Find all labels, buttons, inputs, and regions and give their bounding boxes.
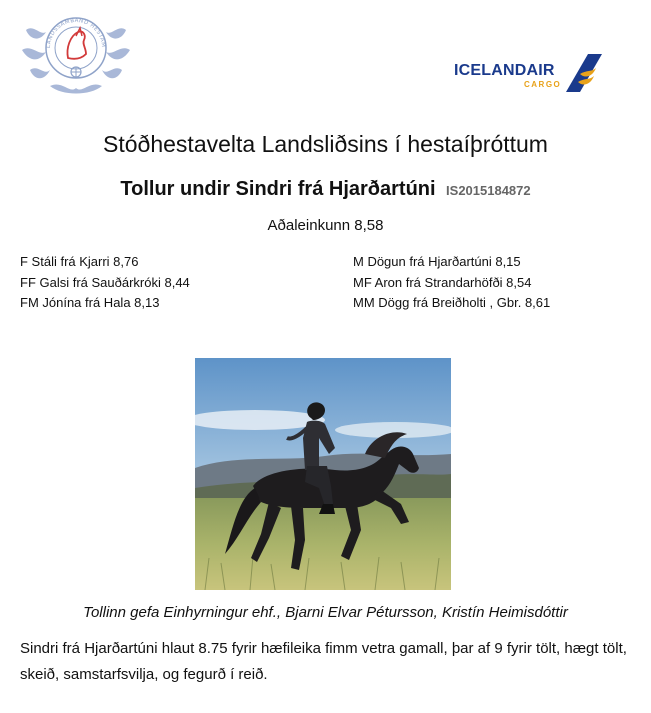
page-title: Stóðhestavelta Landsliðsins í hestaíþróttum [103, 131, 548, 157]
svg-text:LANDSSAMBAND HESTAMANNAFÉLAGA: LANDSSAMBAND HESTAM [45, 17, 107, 49]
pedigree-line: FM Jónína frá Hala 8,13 [20, 295, 160, 310]
pedigree-line: MM Dögg frá Breiðholti , Gbr. 8,61 [353, 295, 551, 310]
pedigree-line: M Dögun frá Hjarðartúni 8,15 [353, 254, 521, 269]
cargo-wordmark: CARGO [524, 80, 562, 89]
pedigree-line: FF Galsi frá Sauðárkróki 8,44 [20, 274, 190, 290]
pedigree-dam-side [353, 252, 550, 314]
horse-name: Tollur undir Sindri frá Hjarðartúni [120, 178, 436, 200]
icelandair-tail-icon [558, 52, 602, 92]
horse-photo [195, 358, 451, 590]
owners-caption: Tollinn gefa Einhyrningur ehf., Bjarni Elvar Pétursson, Kristín Heimisdóttir [83, 604, 568, 621]
lh-emblem-icon [20, 6, 132, 98]
icelandair-cargo-logo [454, 52, 602, 92]
lh-logo [20, 6, 132, 98]
main-score: Aðaleinkunn 8,58 [267, 217, 384, 234]
pedigree-sire-side [20, 252, 190, 314]
pedigree-line: F Stáli frá Kjarri 8,76 [20, 254, 139, 269]
description-text: Sindri frá Hjarðartúni hlaut 8.75 fyrir hæfileika fimm vetra gamall, þar af 9 fyrir tölt, hægt tölt, skeið, samstarfsvilja, og fegurð í reið. [20, 640, 627, 683]
horse-heading [0, 178, 651, 201]
pedigree-line: MF Aron frá Strandarhöfði 8,54 [353, 274, 532, 290]
horse-id: IS2015184872 [446, 183, 531, 198]
icelandair-wordmark: ICELANDAIR [454, 62, 555, 79]
